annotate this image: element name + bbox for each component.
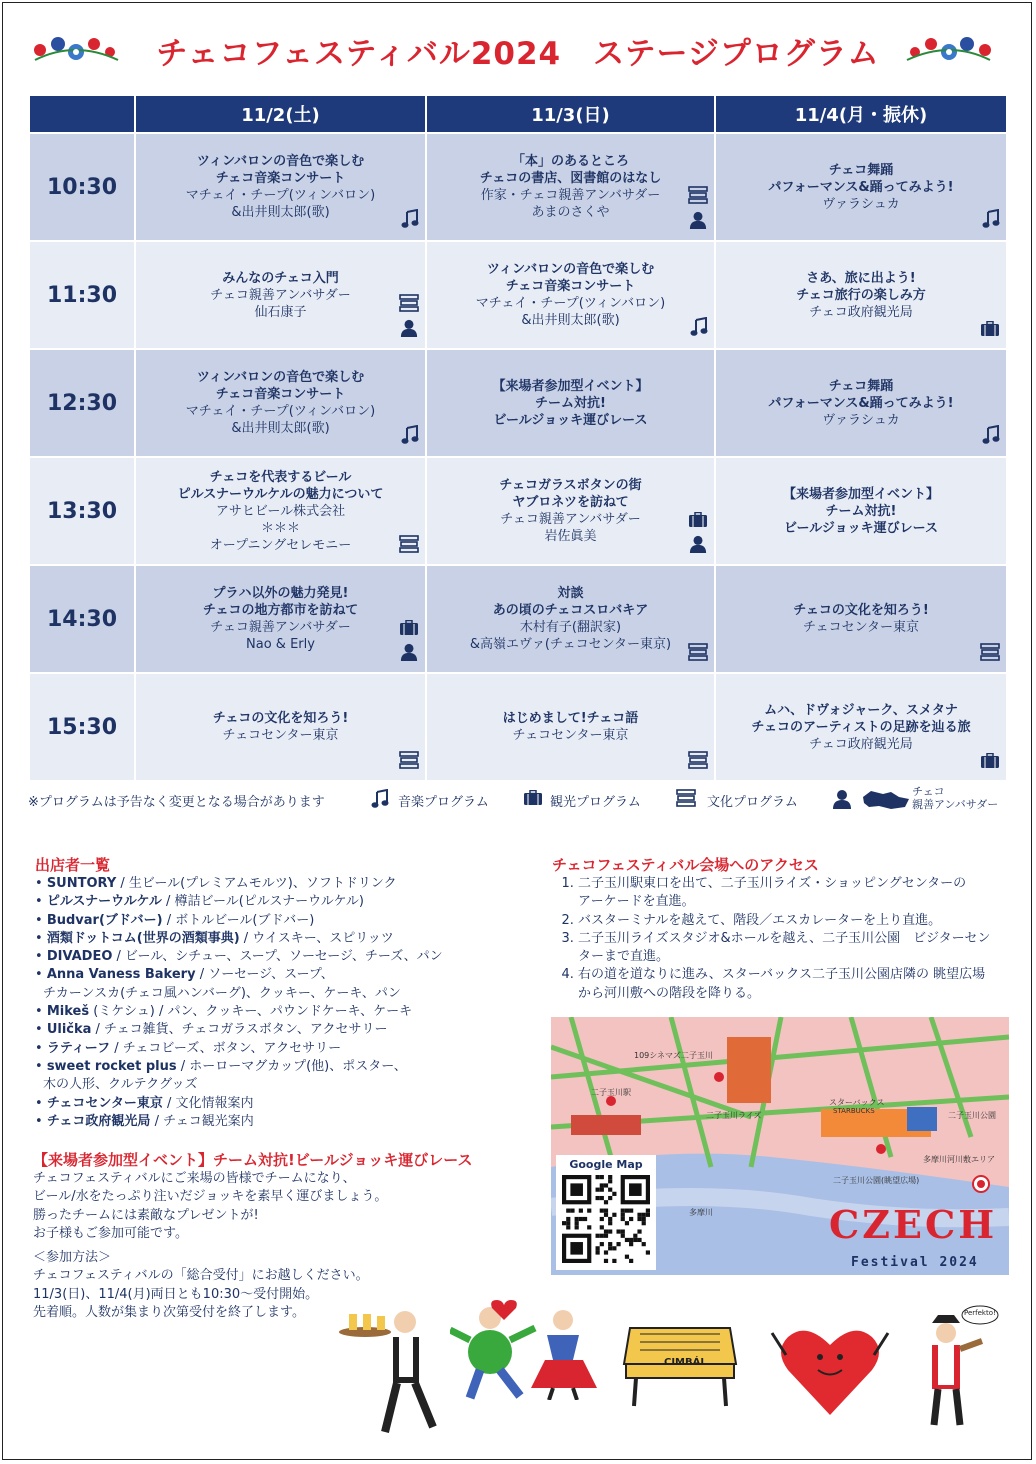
vendor-name: SUNTORY (46, 876, 117, 891)
program-presenter: オープニングセレモニー (209, 537, 352, 553)
program-title: チーム対抗! (535, 395, 606, 411)
vendor-item (35, 1021, 505, 1039)
bullet: • (35, 1004, 47, 1020)
program-presenter: チェコ親善アンバサダー (210, 287, 351, 303)
program-title: ビールジョッキ運びレース (784, 520, 938, 536)
program-cell (136, 350, 425, 456)
czech-map-icon (861, 789, 911, 811)
time-slot: 15:30 (30, 674, 134, 780)
program-presenter: 作家・チェコ親善アンバサダー (480, 188, 661, 203)
program-cell (716, 458, 1006, 564)
vendor-name: DIVADEO (46, 949, 113, 965)
program-type-icons (688, 512, 708, 558)
ambassador-icon (400, 643, 418, 666)
vendor-products: 木の人形、クルテクグッズ (43, 1077, 198, 1093)
suitcase-icon (523, 790, 543, 806)
program-presenter: マチェイ・チープ(ツィンバロン) (185, 404, 376, 419)
legend (28, 787, 1018, 815)
cimbalom-label: CIMBÁL (664, 1357, 707, 1368)
program-type-icons (980, 643, 1000, 666)
bullet: • (35, 894, 47, 910)
vendor-item (35, 893, 505, 911)
bullet: • (35, 967, 47, 983)
festival-logo-subtitle: Festival 2024 (851, 1255, 979, 1270)
suitcase-icon (980, 321, 1000, 342)
program-title: さあ、旅に出よう! (806, 270, 916, 286)
legend-note: ※プログラムは予告なく変更となる場合があります (28, 795, 325, 810)
book-icon (399, 294, 419, 317)
bullet: • (35, 949, 47, 965)
speech-bubble: Perfekto! (964, 1309, 996, 1317)
program-presenter: チェコ親善アンバサダー (500, 512, 641, 527)
event-line: チェコフェスティバルの「総合受付」にお越しください。 (33, 1268, 369, 1284)
day-header: 11/2(土) (136, 96, 425, 132)
program-title: チェコ旅行の楽しみ方 (796, 287, 926, 303)
map-label-cinema: 109シネマズ二子玉川 (634, 1051, 714, 1060)
program-cell (716, 242, 1006, 348)
program-title: ツィンバロンの音色で楽しむ (196, 370, 365, 385)
heart-character-illustration (770, 1315, 890, 1425)
program-presenter: &高嶺エヴァ(チェコセンター東京) (469, 637, 672, 652)
bullet: • (35, 876, 47, 891)
program-title: チェコの書店、図書館のはなし (479, 171, 662, 186)
program-title: 対談 (557, 586, 584, 601)
program-title: チェコの地方都市を訪ねて (202, 603, 359, 618)
vendor-item (35, 1040, 505, 1058)
vendor-products: / チェコビーズ、ボタン、アクセサリー (110, 1040, 342, 1056)
program-cell (136, 674, 425, 780)
program-title: パフォーマンス&踊ってみよう! (768, 395, 954, 411)
event-line: ＜参加方法＞ (33, 1250, 112, 1266)
program-cell (427, 350, 714, 456)
vendor-products: / ホーローマグカップ(他)、ポスター、 (176, 1058, 407, 1074)
program-type-icons (982, 209, 1000, 234)
vendor-name: ピルスナーウルケル (46, 894, 162, 910)
program-cell (136, 134, 425, 240)
map-label-starbucks-en: STARBUCKS (833, 1107, 875, 1115)
program-type-icons (688, 186, 708, 234)
vendor-products: / 文化情報案内 (162, 1095, 254, 1111)
program-presenter: ヴァラシュカ (822, 412, 900, 428)
program-presenter: あまのさくや (531, 205, 610, 220)
legend-music: 音楽プログラム (398, 795, 489, 810)
book-icon (399, 535, 419, 558)
vendor-item (35, 1113, 505, 1131)
program-presenter: &出井則太郎(歌) (231, 205, 330, 220)
program-title: ヤブロネツを訪ねて (512, 495, 629, 510)
program-title: チェコを代表するビール (209, 469, 352, 485)
suitcase-icon (399, 620, 419, 641)
vendor-name: チェコセンター東京 (46, 1095, 163, 1111)
event-section (33, 1150, 533, 1322)
program-title: ビールジョッキ運びレース (493, 412, 648, 428)
program-type-icons (688, 643, 708, 666)
event-line: チェコフェスティバルにご来場の皆様でチームになり、 (33, 1171, 356, 1186)
vendor-products: / 樽詰ビール(ピルスナーウルケル) (161, 894, 364, 910)
ambassador-icon (689, 211, 707, 234)
dancing-woman-illustration (525, 1300, 605, 1400)
vendor-item (35, 985, 505, 1003)
ambassador-icon (689, 535, 707, 558)
program-type-icons (399, 294, 419, 342)
bullet: • (35, 1022, 47, 1038)
vendor-products: / ソーセージ、スープ、 (195, 967, 334, 983)
program-type-icons (688, 751, 708, 774)
program-title: チェコの文化を知ろう! (793, 603, 929, 618)
program-presenter: ヴァラシュカ (822, 196, 900, 212)
time-slot: 10:30 (30, 134, 134, 240)
program-title: みんなのチェコ入門 (222, 270, 339, 286)
vendor-item (35, 875, 505, 893)
time-slot: 13:30 (30, 458, 134, 564)
book-icon (676, 789, 696, 807)
vendor-item (35, 912, 505, 930)
music-icon (371, 789, 389, 809)
vendor-item (35, 966, 505, 984)
program-type-icons (399, 751, 419, 774)
vendor-name: Ulička (46, 1022, 92, 1038)
program-type-icons (980, 321, 1000, 342)
vendor-item (35, 948, 505, 966)
program-title: チーム対抗! (825, 503, 897, 519)
vendor-item (35, 1058, 505, 1076)
program-title: ツィンバロンの音色で楽しむ (196, 154, 365, 169)
qr-code-icon (562, 1175, 650, 1263)
access-step: 3. 二子玉川ライズスタジオ&ホールを越え、二子玉川公園 ビジターセンターまで直進。 (578, 930, 992, 967)
program-title: パフォーマンス&踊ってみよう! (768, 179, 954, 195)
vendors-heading: 出店者一覧 (35, 856, 111, 874)
program-presenter: マチェイ・チープ(ツィンバロン) (185, 188, 376, 203)
program-presenter: チェコ政府観光局 (809, 304, 913, 320)
program-cell (136, 242, 425, 348)
program-presenter: チェコ政府観光局 (809, 736, 913, 752)
program-cell (136, 566, 425, 672)
vendor-name: Budvar(ブドバー) (46, 912, 163, 928)
vendor-name: Anna Vaness Bakery (46, 967, 196, 983)
time-slot: 11:30 (30, 242, 134, 348)
event-line: 勝ったチームには素敵なプレゼントが! (33, 1207, 259, 1223)
program-type-icons (401, 209, 419, 234)
program-presenter: チェコセンター東京 (222, 728, 339, 743)
vendor-name: ラティーフ (46, 1040, 111, 1056)
book-icon (399, 751, 419, 774)
program-presenter: マチェイ・チープ(ツィンバロン) (475, 296, 666, 311)
vendors-section (35, 855, 505, 1131)
book-icon (688, 186, 708, 209)
program-cell (716, 674, 1006, 780)
map-label-rise: 二子玉川ライズ (706, 1111, 762, 1120)
suitcase-icon (688, 512, 708, 533)
music-icon (690, 317, 708, 342)
page-title: チェコフェスティバル2024 ステージプログラム (156, 36, 880, 72)
program-presenter: チェコセンター東京 (802, 620, 920, 635)
vendor-products: / ボトルビール(ブドバー) (162, 912, 315, 928)
vendor-products: (ミケシュ) / パン、クッキー、パウンドケーキ、ケーキ (89, 1004, 413, 1020)
vendor-item (35, 930, 505, 948)
vendor-products: / 生ビール(プレミアムモルツ)、ソフトドリンク (116, 876, 397, 891)
program-cell (427, 242, 714, 348)
music-icon (982, 209, 1000, 234)
program-presenter: Nao & Erly (246, 637, 315, 652)
map-label-river: 多摩川 (689, 1208, 713, 1217)
bullet: • (35, 1058, 47, 1074)
map-label-park-view: 二子玉川公園(眺望広場) (833, 1176, 920, 1185)
music-icon (982, 425, 1000, 450)
program-cell (427, 458, 714, 564)
bullet: • (35, 1095, 47, 1111)
program-title: チェコの文化を知ろう! (212, 711, 349, 726)
program-title: 【来場者参加型イベント】 (782, 486, 939, 502)
program-cell (427, 674, 714, 780)
event-line: ビール/水をたっぷり注いだジョッキを素早く運びましょう。 (33, 1189, 388, 1205)
program-title: 「本」のあるところ (511, 154, 629, 169)
bullet: • (35, 930, 47, 946)
time-slot: 12:30 (30, 350, 134, 456)
violinist-illustration (910, 1305, 1000, 1430)
access-step: 4. 右の道を道なりに進み、スターバックス二子玉川公園店隣の 眺望広場から河川敷への階段を降りる。 (578, 966, 992, 1003)
vendor-name: sweet rocket plus (46, 1058, 177, 1074)
program-presenter: 木村有子(翻訳家) (519, 620, 622, 635)
time-slot: 14:30 (30, 566, 134, 672)
program-type-icons (690, 317, 708, 342)
program-title: ツィンバロンの音色で楽しむ (486, 262, 655, 277)
vendor-products: / チェコ雑貨、チェコガラスボタン、アクセサリー (91, 1022, 388, 1038)
program-title: チェコ音楽コンサート (215, 171, 346, 186)
day-header: 11/4(月・振休) (716, 96, 1006, 132)
vendor-name: チェコ政府観光局 (46, 1113, 151, 1129)
program-cell (427, 134, 714, 240)
program-type-icons (401, 425, 419, 450)
program-title: あの頃のチェコスロバキア (492, 603, 649, 618)
access-step: 1. 二子玉川駅東口を出て、二子玉川ライズ・ショッピングセンターの アーケードを直進。 (578, 875, 992, 912)
event-line: 11/3(日)、11/4(月)両日とも10:30～受付開始。 (33, 1286, 319, 1302)
program-type-icons (982, 425, 1000, 450)
program-title: ピルスナーウルケルの魅力について (177, 486, 384, 502)
access-step: 2. バスターミナルを越えて、階段／エスカレーターを上り直進。 (578, 912, 992, 930)
program-title: ムハ、ドヴォジャーク、スメタナ (764, 702, 958, 718)
ambassador-icon (833, 789, 851, 809)
program-cell (136, 458, 425, 564)
bullet: • (35, 1040, 47, 1056)
book-icon (688, 643, 708, 666)
music-icon (401, 425, 419, 450)
heart-bird-icon (489, 1298, 519, 1322)
vendor-products: / チェコ観光案内 (150, 1113, 254, 1129)
program-type-icons (399, 535, 419, 558)
vendor-products: / ビール、シチュー、スープ、ソーセージ、チーズ、パン (112, 949, 443, 965)
access-heading: チェコフェスティバル会場へのアクセス (552, 856, 819, 874)
access-section (552, 855, 992, 1003)
program-title: プラハ以外の魅力発見! (212, 586, 349, 601)
map-label-starbucks: スターバックス (829, 1098, 885, 1107)
book-icon (688, 751, 708, 774)
program-cell (716, 350, 1006, 456)
vendor-products: / ウイスキー、スピリッツ (239, 930, 394, 946)
vendor-name: Mikeš (46, 1004, 90, 1020)
program-presenter: アサヒビール株式会社 (215, 503, 346, 519)
map-label-station: 二子玉川駅 (591, 1088, 631, 1097)
program-title: チェコ舞踊 (828, 378, 894, 394)
program-title: チェコ音楽コンサート (215, 387, 346, 402)
google-map-qr[interactable] (556, 1155, 656, 1270)
access-steps (552, 875, 992, 1003)
waiter-illustration (335, 1292, 455, 1442)
ambassador-icon (400, 319, 418, 342)
vendor-item (35, 1076, 505, 1094)
bullet: • (35, 1113, 47, 1129)
vendor-item (35, 1095, 505, 1113)
event-heading: 【来場者参加型イベント】チーム対抗!ビールジョッキ運びレース (33, 1151, 473, 1169)
vendor-list (35, 875, 505, 1131)
program-type-icons (399, 620, 419, 666)
program-presenter: ＊＊＊ (260, 520, 300, 536)
legend-culture: 文化プログラム (707, 795, 798, 810)
program-title: チェコガラスボタンの街 (499, 478, 642, 493)
event-line: 先着順。人数が集まり次第受付を終了します。 (33, 1305, 305, 1321)
header-corner (30, 96, 134, 132)
program-presenter: チェコセンター東京 (512, 728, 629, 743)
program-title: 【来場者参加型イベント】 (492, 378, 649, 394)
vendor-item (35, 1003, 505, 1021)
program-presenter: &出井則太郎(歌) (231, 421, 330, 436)
map-label-park: 二子玉川公園 (948, 1111, 996, 1120)
vendor-products: チカーンスカ(チェコ風ハンバーグ)、クッキー、ケーキ、パン (43, 985, 401, 1001)
festival-logo-title: CZECH (829, 1202, 998, 1247)
program-cell (716, 566, 1006, 672)
event-line: お子様もご参加可能です。 (33, 1225, 188, 1241)
legend-ambassador: チェコ 親善アンバサダー (912, 785, 999, 811)
program-title: はじめまして!チェコ語 (502, 711, 639, 726)
program-cell (716, 134, 1006, 240)
music-icon (401, 209, 419, 234)
suitcase-icon (980, 753, 1000, 774)
program-presenter: チェコ親善アンバサダー (210, 620, 351, 635)
program-presenter: 岩佐眞美 (544, 529, 597, 544)
legend-tourism: 観光プログラム (550, 795, 641, 810)
program-presenter: 仙石康子 (254, 304, 307, 320)
map-label-river-area: 多摩川河川敷エリア (923, 1155, 995, 1164)
bullet: • (35, 912, 47, 928)
program-cell (427, 566, 714, 672)
book-icon (980, 643, 1000, 666)
vendor-name: 酒類ドットコム(世界の酒類事典) (46, 930, 240, 946)
google-map-label: Google Map (569, 1158, 643, 1171)
day-header: 11/3(日) (427, 96, 714, 132)
program-title: チェコ舞踊 (828, 162, 894, 178)
program-title: チェコのアーティストの足跡を辿る旅 (751, 719, 971, 735)
stage-program-table (30, 96, 1006, 768)
program-type-icons (980, 753, 1000, 774)
program-title: チェコ音楽コンサート (505, 279, 636, 294)
program-presenter: &出井則太郎(歌) (521, 313, 620, 328)
